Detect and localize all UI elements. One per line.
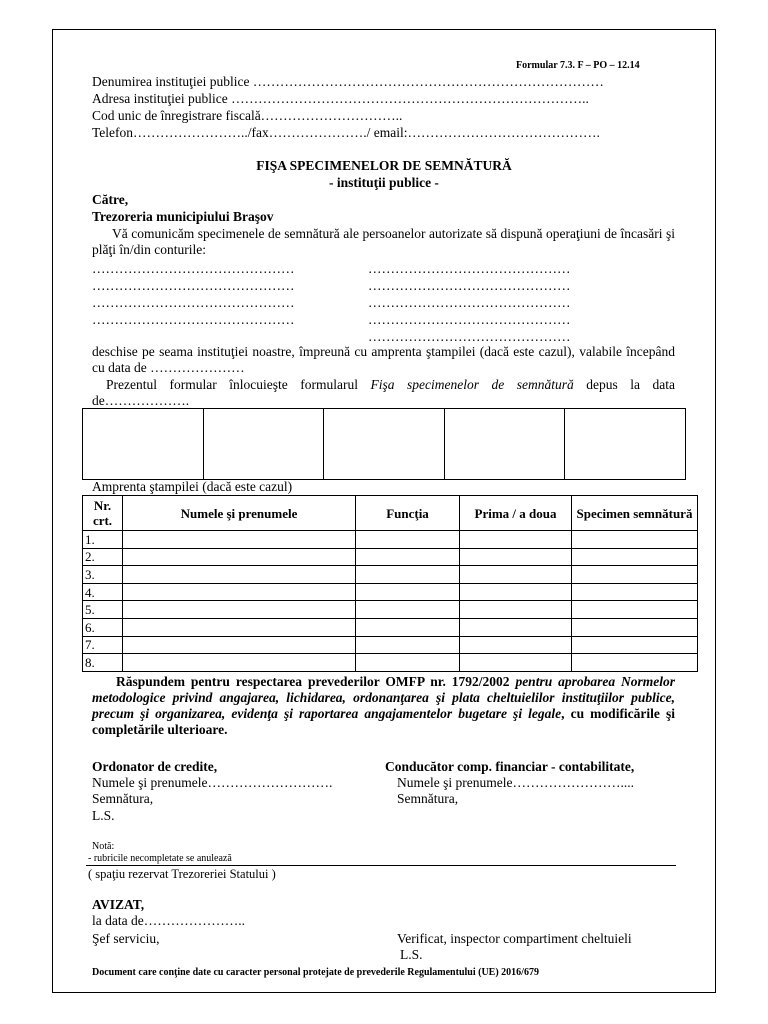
account-line: ………………………………………: [92, 261, 295, 276]
table-row: [83, 654, 698, 672]
name-cell[interactable]: [123, 636, 356, 654]
left-name-field: Numele şi prenumele……………………….: [92, 775, 333, 790]
row-number: 8.: [83, 654, 123, 672]
function-cell[interactable]: [356, 531, 460, 549]
account-line: ………………………………………: [92, 295, 295, 310]
name-cell[interactable]: [123, 583, 356, 601]
account-line: ………………………………………: [368, 295, 571, 310]
function-cell[interactable]: [356, 618, 460, 636]
note-text: - rubricile necompletate se anulează: [88, 853, 232, 864]
function-cell[interactable]: [356, 636, 460, 654]
name-cell[interactable]: [123, 531, 356, 549]
order-cell[interactable]: [460, 583, 572, 601]
specimen-cell[interactable]: [572, 531, 698, 549]
stamp-box: [83, 409, 204, 480]
row-number: 7.: [83, 636, 123, 654]
function-cell[interactable]: [356, 601, 460, 619]
name-cell[interactable]: [123, 566, 356, 584]
table-row: [83, 548, 698, 566]
intro-paragraph: Vă comunicăm specimenele de semnătură ale persoanelor autorizate să dispună operaţiuni de încasări şi plăţi în/din conturile:: [92, 226, 675, 257]
order-cell[interactable]: [460, 531, 572, 549]
divider-line: [86, 865, 676, 866]
fiscal-code-field: Cod unic de înregistrare fiscală…………………………..: [92, 108, 403, 123]
treasury-reserved-label: ( spaţiu rezervat Trezoreriei Statului ): [88, 867, 276, 881]
column-header-order: Prima / a doua: [460, 496, 572, 531]
left-ls-label: L.S.: [92, 808, 115, 823]
name-cell[interactable]: [123, 618, 356, 636]
table-row: [83, 531, 698, 549]
stamp-box: [565, 409, 686, 480]
table-row: [83, 618, 698, 636]
approval-title: AVIZAT,: [92, 897, 145, 912]
left-signature-label: Semnătura,: [92, 791, 154, 806]
row-number: 3.: [83, 566, 123, 584]
stamp-box: [324, 409, 445, 480]
function-cell[interactable]: [356, 566, 460, 584]
column-header-name: Numele şi prenumele: [123, 496, 356, 531]
page-title: FIŞA SPECIMENELOR DE SEMNĂTURĂ: [256, 158, 512, 173]
account-line: ………………………………………: [92, 278, 295, 293]
table-header-row: [83, 496, 698, 531]
function-cell[interactable]: [356, 548, 460, 566]
approval-date-field: la data de…………………..: [92, 913, 245, 928]
institution-address-field: Adresa instituţiei publice ……………………………………………………………………..: [92, 91, 589, 106]
account-line: ………………………………………: [368, 278, 571, 293]
table-row: [83, 583, 698, 601]
column-header-specimen: Specimen semnătură: [572, 496, 698, 531]
recipient-name: Trezoreria municipiului Braşov: [92, 209, 274, 224]
column-header-number: Nr. crt.: [83, 496, 123, 531]
recipient-label: Către,: [92, 192, 129, 207]
row-number: 4.: [83, 583, 123, 601]
left-signatory-title: Ordonator de credite,: [92, 759, 218, 774]
account-line: ………………………………………: [368, 312, 571, 327]
table-row: [83, 566, 698, 584]
institution-name-field: Denumirea instituţiei publice ……………………………………………………………………: [92, 74, 604, 89]
specimen-cell[interactable]: [572, 618, 698, 636]
approval-ls-label: L.S.: [400, 947, 423, 962]
column-header-function: Funcţia: [356, 496, 460, 531]
account-line: ………………………………………: [368, 329, 571, 344]
responsibility-statement: Răspundem pentru respectarea prevederilor OMFP nr. 1792/2002 pentru aprobarea Normelor metodologice privind angajarea, lichidarea, ordonanţarea şi plata cheltuielilor instituţiilor publice, precum şi organizarea, evidenţa şi raportarea angajamentelor bugetare şi legale, cu modificările şi completările ulterioare.: [92, 674, 676, 737]
name-cell[interactable]: [123, 601, 356, 619]
gdpr-footer: Document care conţine date cu caracter personal protejate de prevederile Regulamentului (UE) 2016/679: [92, 967, 539, 978]
account-line: ………………………………………: [368, 261, 571, 276]
order-cell[interactable]: [460, 548, 572, 566]
table-row: [83, 601, 698, 619]
stamp-box: [444, 409, 565, 480]
specimen-cell[interactable]: [572, 636, 698, 654]
replacement-paragraph: Prezentul formular înlocuieşte formularul Fişa specimenelor de semnătură depus la data de……………….: [92, 377, 675, 408]
stamp-box: [203, 409, 324, 480]
specimen-cell[interactable]: [572, 548, 698, 566]
accounts-paragraph: deschise pe seama instituţiei noastre, împreună cu amprenta ştampilei (dacă este cazul), valabile începând cu data de …………………: [92, 344, 675, 375]
page-subtitle: - instituţii publice -: [329, 175, 439, 190]
stamp-caption: Amprenta ştampilei (dacă este cazul): [92, 479, 293, 494]
specimen-cell[interactable]: [572, 601, 698, 619]
table-row: [83, 636, 698, 654]
form-code: Formular 7.3. F – PO – 12.14: [516, 60, 640, 71]
order-cell[interactable]: [460, 601, 572, 619]
row-number: 1.: [83, 531, 123, 549]
function-cell[interactable]: [356, 583, 460, 601]
order-cell[interactable]: [460, 636, 572, 654]
right-name-field: Numele şi prenumele……………………....: [397, 775, 634, 790]
order-cell[interactable]: [460, 618, 572, 636]
specimen-cell[interactable]: [572, 654, 698, 672]
order-cell[interactable]: [460, 566, 572, 584]
specimen-cell[interactable]: [572, 566, 698, 584]
specimen-table: [82, 495, 698, 672]
name-cell[interactable]: [123, 654, 356, 672]
right-signature-label: Semnătura,: [397, 791, 459, 806]
order-cell[interactable]: [460, 654, 572, 672]
function-cell[interactable]: [356, 654, 460, 672]
row-number: 6.: [83, 618, 123, 636]
account-line: ………………………………………: [92, 312, 295, 327]
contact-field: Telefon……………………../fax…………………./ email:…………………………………….: [92, 125, 600, 140]
stamp-boxes: [82, 408, 686, 480]
verified-inspector-label: Verificat, inspector compartiment cheltuieli: [397, 931, 632, 946]
row-number: 5.: [83, 601, 123, 619]
name-cell[interactable]: [123, 548, 356, 566]
note-label: Notă:: [92, 841, 115, 852]
specimen-cell[interactable]: [572, 583, 698, 601]
head-of-service-label: Şef serviciu,: [92, 931, 160, 946]
right-signatory-title: Conducător comp. financiar - contabilitate,: [385, 759, 635, 774]
row-number: 2.: [83, 548, 123, 566]
